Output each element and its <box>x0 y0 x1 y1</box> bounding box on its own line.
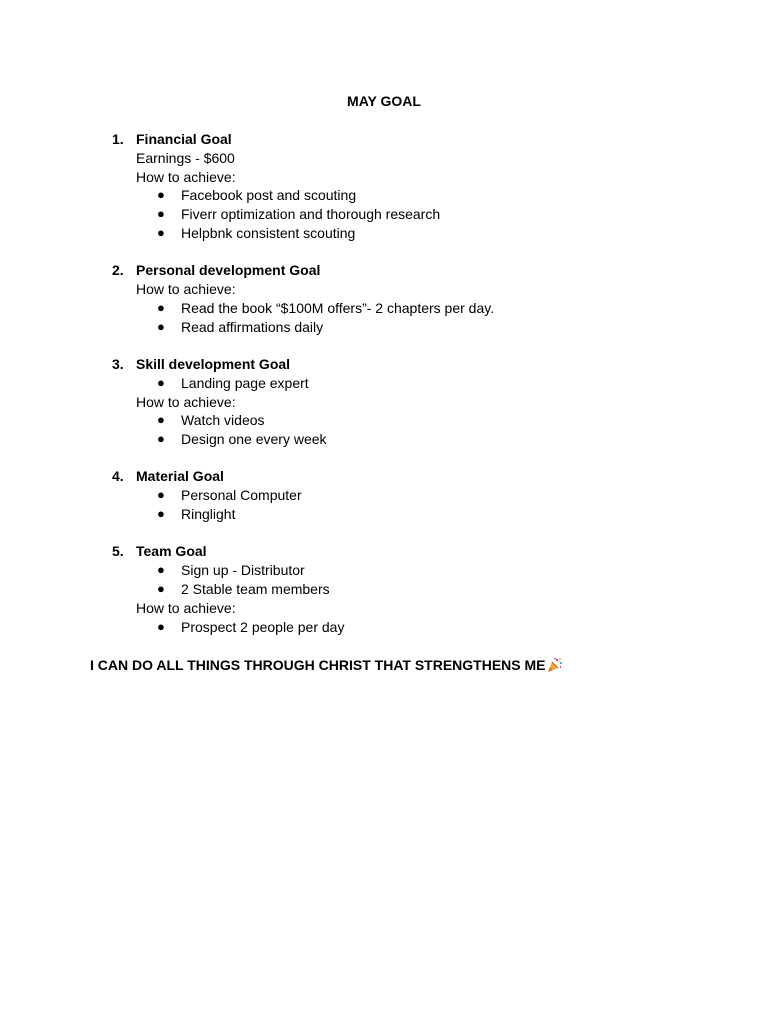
goal-title: Financial Goal <box>136 131 232 147</box>
bullet-icon: ● <box>157 431 165 447</box>
goal-item <box>0 261 768 336</box>
bullet-icon: ● <box>157 412 165 428</box>
bullet-item <box>0 374 768 393</box>
goal-detail-text: How to achieve: <box>136 599 236 616</box>
bullet-icon: ● <box>157 299 165 315</box>
goal-number: 4. <box>112 468 124 485</box>
bullet-icon: ● <box>157 206 165 222</box>
page-title: MAY GOAL <box>347 93 421 109</box>
bullet-item <box>0 618 768 637</box>
closing-statement <box>90 656 563 675</box>
bullet-text: Read affirmations daily <box>181 318 324 335</box>
goal-number: 5. <box>112 543 124 560</box>
goal-detail-text: How to achieve: <box>136 281 236 298</box>
bullet-item <box>0 580 768 599</box>
bullet-text: Sign up - Distributor <box>181 562 305 579</box>
bullet-item <box>0 486 768 505</box>
bullet-item <box>0 318 768 337</box>
goal-number: 1. <box>112 131 124 147</box>
bullet-text: Facebook post and scouting <box>181 187 357 204</box>
goal-title: Personal development Goal <box>136 262 321 279</box>
bullet-text: Watch videos <box>181 412 265 429</box>
closing-text: I CAN DO ALL THINGS THROUGH CHRIST THAT STRENGTHENS ME <box>90 657 546 673</box>
party-popper-icon <box>547 657 563 673</box>
bullet-icon: ● <box>157 187 165 203</box>
bullet-text: Design one every week <box>181 431 327 448</box>
goal-detail-text: How to achieve: <box>136 168 236 185</box>
goal-title: Team Goal <box>136 543 207 560</box>
bullet-text: Personal Computer <box>181 487 302 504</box>
bullet-item <box>0 205 768 224</box>
bullet-item <box>0 224 768 243</box>
bullet-text: Helpbnk consistent scouting <box>181 224 356 241</box>
goal-item <box>0 467 768 523</box>
goal-title: Skill development Goal <box>136 355 291 372</box>
bullet-text: Read the book “$100M offers”- 2 chapters per day. <box>181 299 495 316</box>
bullet-icon: ● <box>157 562 165 578</box>
goal-detail-text: How to achieve: <box>136 393 236 410</box>
bullet-text: Prospect 2 people per day <box>181 618 345 635</box>
bullet-text: Ringlight <box>181 506 236 523</box>
goal-number: 3. <box>112 355 124 372</box>
bullet-item <box>0 561 768 580</box>
goal-item <box>0 130 768 243</box>
goal-title: Material Goal <box>136 468 224 485</box>
bullet-icon: ● <box>157 318 165 334</box>
goal-number: 2. <box>112 262 124 279</box>
bullet-text: Landing page expert <box>181 374 309 391</box>
bullet-item <box>0 505 768 524</box>
bullet-icon: ● <box>157 580 165 596</box>
bullet-icon: ● <box>157 224 165 240</box>
bullet-icon: ● <box>157 487 165 503</box>
goal-item <box>0 542 768 636</box>
goal-list <box>0 130 768 655</box>
bullet-item <box>0 411 768 430</box>
bullet-icon: ● <box>157 506 165 522</box>
bullet-icon: ● <box>157 374 165 390</box>
bullet-icon: ● <box>157 618 165 634</box>
goal-detail-text: Earnings - $600 <box>136 149 235 166</box>
goal-item <box>0 355 768 449</box>
bullet-text: Fiverr optimization and thorough research <box>181 206 441 223</box>
bullet-item <box>0 299 768 318</box>
bullet-item <box>0 186 768 205</box>
bullet-item <box>0 430 768 449</box>
bullet-text: 2 Stable team members <box>181 580 330 597</box>
